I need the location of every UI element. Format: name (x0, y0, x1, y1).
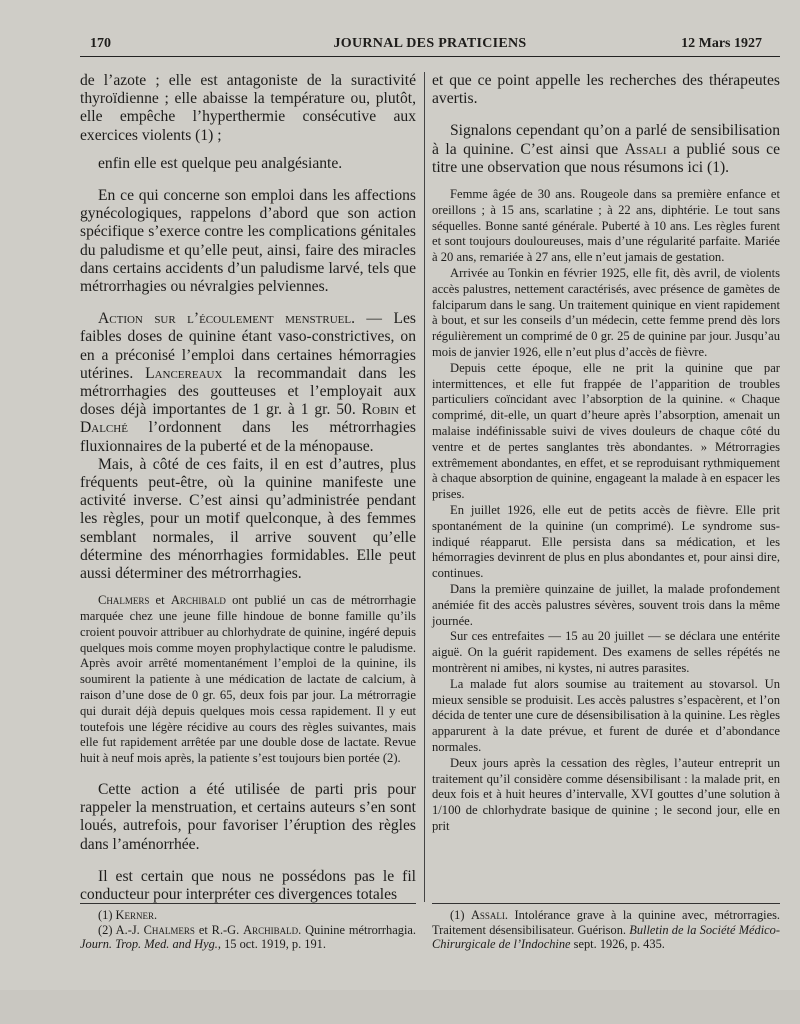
journal-citation: Journ. Trop. Med. and Hyg. (80, 937, 218, 952)
section-paragraph: Action sur l’écoulement menstruel. — Les faibles doses de quinine étant vaso-constrictives, on en a préconisé l’emploi dans certaines hémorragies utérines. Lancereaux la recommandait dans les métrorrhagies des goutteuses et l’employait aux doses déjà importantes de 1 gr. à 1 gr. 50. Robin et Dalché l’ordonnent dans les métrorrhagies fluxionnaires de la puberté et de la ménopause. (80, 310, 417, 455)
footnotes-right (432, 908, 780, 952)
page-margin-shade (0, 990, 800, 1024)
case-paragraph: Sur ces entrefaites — 15 au 20 juillet — se déclara une entérite aiguë. On la guérit rapidement. Des examens de selles répétés ne montrèrent ni amibes, ni kystes, ni autres parasites. (432, 629, 780, 675)
journal-citation: Bulletin de la Société Médico-Chirurgicale de l’Indochine (432, 922, 781, 952)
author-name: Assali (624, 140, 667, 158)
footnote-rule (432, 903, 780, 904)
author-name: Assali. (470, 908, 509, 922)
paragraph: enfin elle est quelque peu analgésiante. (98, 154, 343, 172)
footnote: (1) Kerner. (98, 908, 158, 922)
author-name: Chalmers (143, 922, 195, 937)
case-paragraph: Arrivée au Tonkin en février 1925, elle fit, dès avril, de violents accès palustres, nettement caractérisés, avec présence de gamètes de falciparum dans le sang. Un traitement quinique en vient rapidement à bout, et sur les conseils d’un médecin, cette femme prend dès lors régulièrement un comprimé de 0 gr. 25 de quinine par jour. Jusqu’au mois de janvier 1926, elle n’eut plus d’accès de fièvre. (432, 266, 780, 359)
footnote: (1) Assali. Intolérance grave à la quinine avec, métrorragies. Traitement désensibilisateur. Guérison. Bulletin de la Société Médico-Chirurgicale de l’Indochine sept. 1926, p. 435. (432, 908, 781, 952)
paragraph: et que ce point appelle les recherches des thérapeutes avertis. (432, 72, 780, 108)
paragraph: Cette action a été utilisée de parti pris pour rappeler la menstruation, et certains auteurs s’en sont loués, autrefois, pour favoriser l’éruption des règles dans l’aménorrhée. (80, 781, 416, 853)
case-paragraph: Dans la première quinzaine de juillet, la malade profondement anémiée fit des accès palustres sévères, souvent trois dans la même journée. (432, 581, 780, 628)
journal-title: JOURNAL DES PRATICIENS (333, 36, 527, 51)
paragraph: Mais, à côté de ces faits, il en est d’autres, plus fréquents peut-être, où la quinine manifeste une activité inverse. C’est ainsi qu’administrée pendant les règles, pour un motif quelconque, à des femmes semblant normales, il arrive souvent qu’elle détermine des ménorrhagies formidables. Elle peut aussi déterminer des métrorrhagies. (80, 455, 416, 583)
footnotes-left (80, 908, 416, 952)
right-column (432, 72, 780, 835)
section-heading: Action sur l’écoulement menstruel. (98, 310, 355, 328)
case-paragraph: Depuis cette époque, elle ne prit la quinine que par intermittences, et elle fut frappée de l’apparition de troubles particuliers coïncidant avec l’absorption de la quinine. « Chaque comprimé, dit-elle, un quart d’heure après l’absorption, amenait un malaise indéfinissable suivi de vives douleurs de chaque côté du ventre et de pertes sanglantes très abondantes. » Métrorragies extrêmement abondantes, en effet, et se reproduisant rythmiquement à chaque absorption de quinine, engageant la malade à en espacer les prises. (432, 360, 780, 502)
author-name: Robin (361, 401, 399, 419)
paragraph: Signalons cependant qu’on a parlé de sensibilisation à la quinine. C’est ainsi que Assali a publié sous ce titre une observation que nous résumons ici (1). (432, 122, 780, 176)
case-paragraph: Femme âgée de 30 ans. Rougeole dans sa première enfance et oreillons ; à 15 ans, scarlatine ; à 22 ans, diphtérie. Le tout sans séquelles. Bonne santé générale. Puberté à 10 ans. Les règles furent et sont toujours douloureuses, mais d’une régularité parfaite. Mariée à 20 ans, remariée à 27 ans, elle n’eut jamais de gestation. (432, 187, 780, 265)
author-name: Archibald (170, 593, 226, 608)
case-paragraph: Chalmers et Archibald ont publié un cas de métrorrhagie marquée chez une jeune fille hindoue de bonne famille qu’ils croient pouvoir attribuer au chlorhydrate de quinine, ingéré depuis quelques mois comme moyen prophylactique contre le paludisme. Après avoir arrêté momentanément l’emploi de la quinine, ils soumirent la patiente à une médication de lactate de calcium, à raison d’une dose de 0 gr. 65, deux fois par jour. La métrorragie qui durait déjà depuis quelques mois cessa rapidement. Il y eut toutefois une légère récidive au cours des règles suivantes, mais elle fut rapidement arrêtée par une double dose de lactate. Revue huit à neuf mois après, la patiente s’est toujours bien portée (2). (80, 593, 417, 766)
paragraph: En ce qui concerne son emploi dans les affections gynécologiques, rappelons d’abord que son action spécifique s’exerce contre les complications génitales du paludisme et qu’elle peut, ainsi, faire des miracles dans certains accidents d’un paludisme larvé, tels que métrorrhagies ou névralgies pelviennes. (80, 187, 416, 296)
page-number: 170 (90, 36, 111, 51)
author-name: Kerner. (115, 908, 158, 922)
author-name: Archibald. (243, 922, 302, 937)
running-header (80, 36, 780, 56)
case-paragraph: Deux jours après la cessation des règles, l’auteur entreprit un traitement qu’il considère comme désensibilisant : la malade prit, en deux fois et à huit heures d’intervalle, XVI gouttes d’une solution à 1/100 de chlorhydrate basique de quinine ; le second jour, elle en prit (432, 755, 780, 833)
case-paragraph: En juillet 1926, elle eut de petits accès de fièvre. Elle prit spontanément de la quinine (un comprimé). Le syndrome sus-indiqué réapparut. Elle persista dans sa médication, et les hémorragies devinrent de plus en plus abondantes et, pour ainsi dire, continues. (432, 502, 780, 581)
column-divider (424, 72, 425, 902)
header-rule (80, 56, 780, 57)
paragraph: de l’azote ; elle est antagoniste de la suractivité thyroïdienne ; elle abaisse la température ou, plutôt, elle empêche l’hyperthermie consécutive aux exercices violents (1) ; (80, 72, 416, 144)
issue-date: 12 Mars 1927 (681, 36, 762, 51)
left-column (80, 72, 416, 904)
paragraph: Il est certain que nous ne possédons pas le fil conducteur pour interpréter ces divergences totales (80, 867, 416, 904)
author-name: Chalmers (98, 593, 150, 608)
author-name: Lancereaux (145, 364, 223, 382)
footnote: (2) A.-J. Chalmers et R.-G. Archibald. Quinine métrorrhagia. Journ. Trop. Med. and Hyg., 15 oct. 1919, p. 191. (80, 922, 416, 952)
footnote-rule (80, 903, 416, 904)
case-paragraph: La malade fut alors soumise au traitement au stovarsol. Un mieux sensible se produisit. Les accès palustres s’espacèrent, et l’on décida de tenter une cure de désensibilisation à la quinine. Les règles apparurent à la date prévue, et furent de durée et d’abondance normales. (432, 676, 780, 754)
author-name: Dalché (80, 419, 128, 437)
